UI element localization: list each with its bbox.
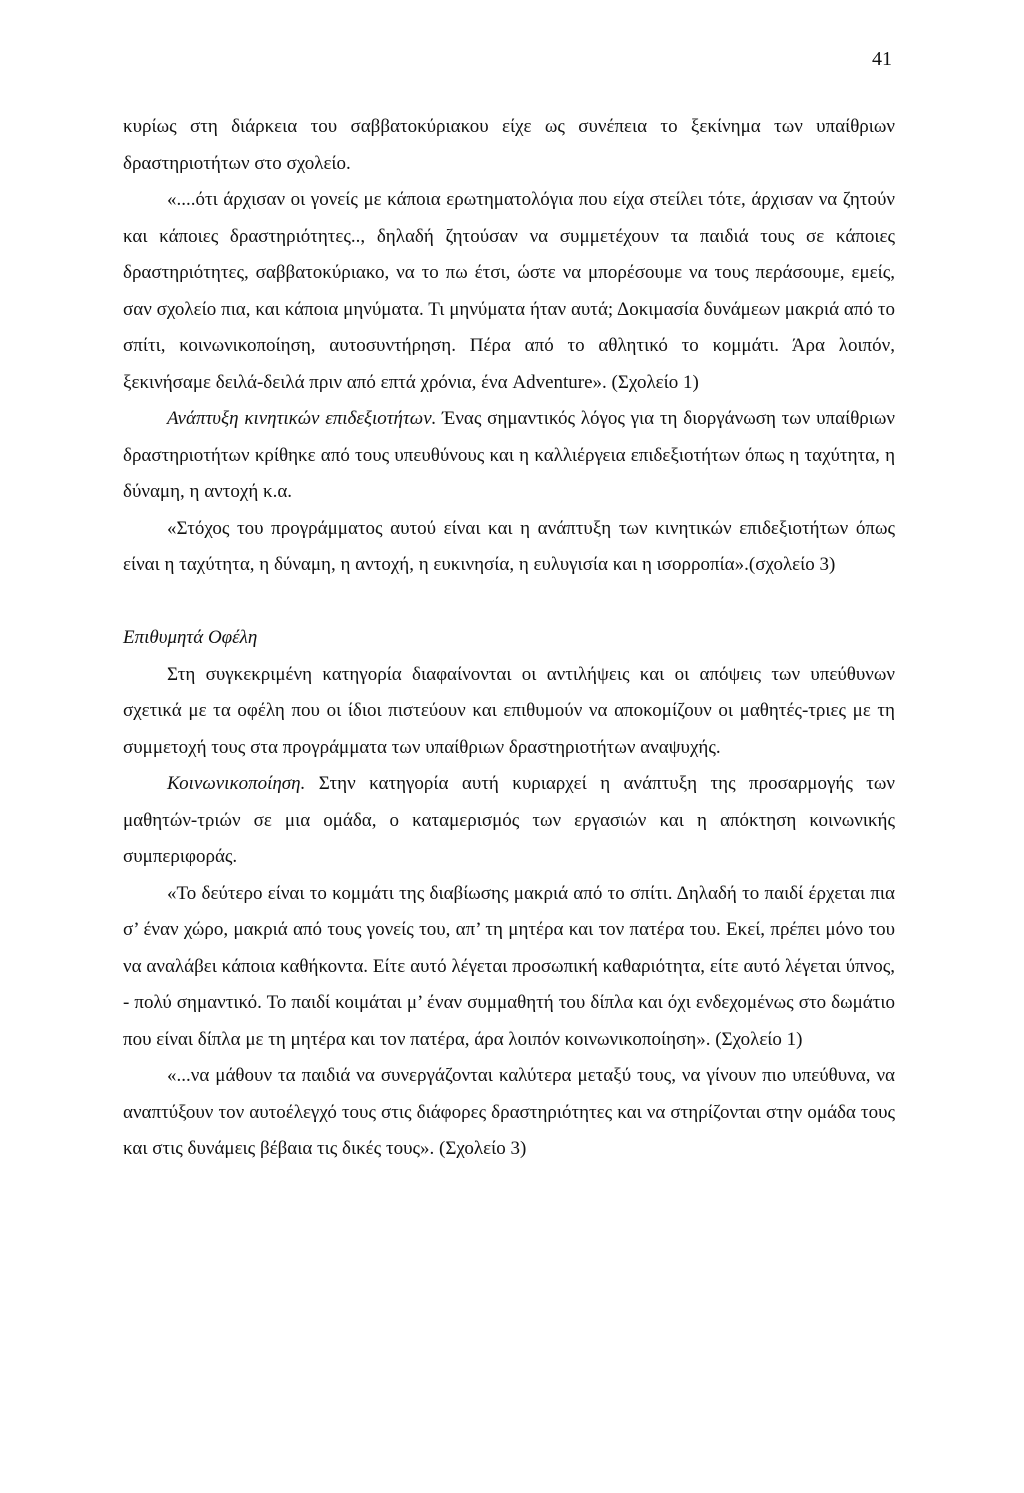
quote-paragraph-school-1: «....ότι άρχισαν οι γονείς με κάποια ερωτηματολόγια που είχα στείλει τότε, άρχισαν να ζητούν και κάποιες δραστηριότητες.., δηλαδή ζητούσαν να συμμετέχουν τα παιδιά τους σε κάποιες δραστηριότητες, σαββατοκύριακο, να το πω έτσι, ώστε να μπορέσουμε να τους περάσουμε, εμείς, σαν σχολείο πια, και κάποια μηνύματα. Τι μηνύματα ήταν αυτά; Δοκιμασία δυνάμεων μακριά από το σπίτι, κοινωνικοποίηση, αυτοσυντήρηση. Πέρα από το αθλητικό το κομμάτι. Άρα λοιπόν, ξεκινήσαμε δειλά-δειλά πριν από επτά χρόνια, ένα Adventure». (Σχολείο 1) — [123, 189, 895, 393]
quote-paragraph-school-3-cooperation: «...να μάθουν τα παιδιά να συνεργάζονται καλύτερα μεταξύ τους, να γίνουν πιο υπεύθυνα, να αναπτύξουν τον αυτοέλεγχό τους στις διάφορες δραστηριότητες και να στηρίζονται στην ομάδα τους και στις δυνάμεις βέβαια τις δικές τους». (Σχολείο 3) — [123, 1065, 895, 1159]
paragraph-continued: κυρίως στη διάρκεια του σαββατοκύριακου είχε ως συνέπεια το ξεκίνημα των υπαίθριων δραστηριοτήτων στο σχολείο. — [123, 116, 895, 174]
motor-skills-lead: Ανάπτυξη κινητικών επιδεξιοτήτων. — [167, 408, 437, 429]
page-number: 41 — [872, 48, 892, 70]
quote-paragraph-school-1-living: «Το δεύτερο είναι το κομμάτι της διαβίωσης μακριά από το σπίτι. Δηλαδή το παιδί έρχεται πια σ’ έναν χώρο, μακριά από τους γονείς του, απ’ τη μητέρα και τον πατέρα του. Εκεί, πρέπει μόνο του να αναλάβει κάποια καθήκοντα. Είτε αυτό λέγεται προσωπική καθαριότητα, είτε αυτό λέγεται ύπνος, - πολύ σημαντικό. Το παιδί κοιμάται μ’ έναν συμμαθητή του δίπλα και όχι ενδεχομένως στο δωμάτιο που είναι δίπλα με τη μητέρα και τον πατέρα, άρα λοιπόν κοινωνικοποίηση». (Σχολείο 1) — [123, 882, 895, 1050]
socialization-lead: Κοινωνικοποίηση. — [167, 773, 306, 794]
section-spacer — [123, 584, 895, 621]
paragraph-motor-skills — [123, 401, 895, 511]
motor-skills-text: Ένας σημαντικός λόγος για τη διοργάνωση των υπαίθριων δραστηριοτήτων κρίθηκε από τους υπευθύνους και η καλλιέργεια επιδεξιοτήτων όπως η ταχύτητα, η δύναμη, η αντοχή κ.α. — [123, 408, 895, 502]
paragraph-socialization — [123, 766, 895, 876]
section-intro-paragraph: Στη συγκεκριμένη κατηγορία διαφαίνονται οι αντιλήψεις και οι απόψεις των υπεύθυνων σχετικά με τα οφέλη που οι ίδιοι πιστεύουν και επιθυμούν να αποκομίζουν οι μαθητές-τριες με τη συμμετοχή τους στα προγράμματα των υπαίθριων δραστηριοτήτων αναψυχής. — [123, 663, 895, 758]
quote-paragraph-school-3: «Στόχος του προγράμματος αυτού είναι και η ανάπτυξη των κινητικών επιδεξιοτήτων όπως είναι η ταχύτητα, η δύναμη, η αντοχή, η ευκινησία, η ευλυγισία και η ισορροπία».(σχολείο 3) — [123, 517, 895, 575]
section-heading: Επιθυμητά Οφέλη — [123, 627, 258, 648]
body-text — [123, 109, 895, 1168]
socialization-text: Στην κατηγορία αυτή κυριαρχεί η ανάπτυξη της προσαρμογής των μαθητών-τριών σε μια ομάδα, ο καταμερισμός των εργασιών και η απόκτηση κοινωνικής συμπεριφοράς. — [123, 773, 895, 867]
